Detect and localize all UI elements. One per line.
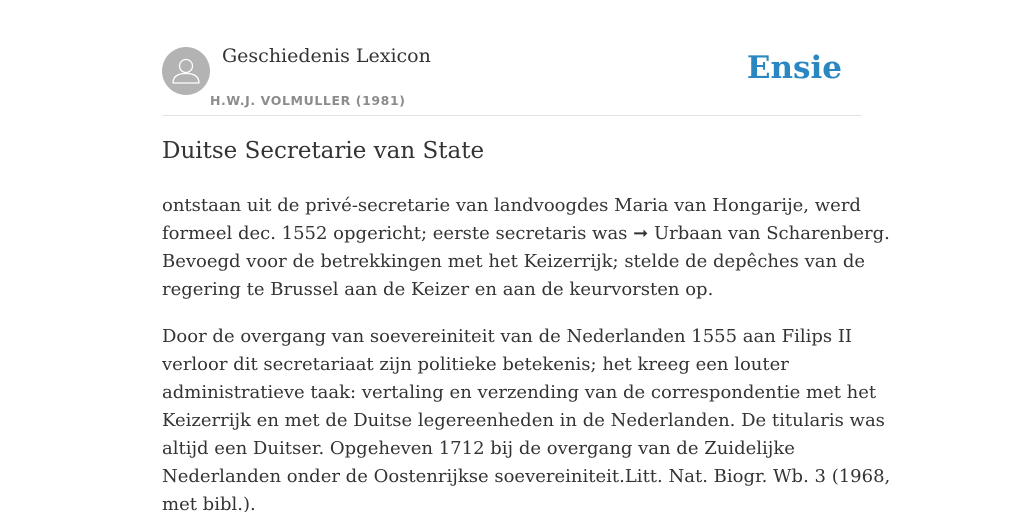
ensie-logo-link[interactable]: Ensie (746, 50, 842, 86)
lexicon-title-link[interactable]: Geschiedenis Lexicon (222, 45, 431, 67)
text-line: Keizerrijk en met de Duitse legereenheden in de Nederlanden. De titularis was (162, 410, 885, 431)
text-line: verloor dit secretariaat zijn politieke betekenis; het kreeg een louter (162, 354, 789, 375)
article-body (162, 192, 891, 512)
author-avatar[interactable] (162, 47, 210, 95)
text-line: regering te Brussel aan de Keizer en aan de keurvorsten op. (162, 279, 714, 300)
author-name[interactable]: H.W.J. VOLMULLER (1981) (210, 93, 406, 108)
lexicon-header (162, 40, 862, 116)
paragraph-1 (162, 192, 890, 304)
text-line: Nederlanden onder de Oostenrijkse soevereiniteit.Litt. Nat. Biogr. Wb. 3 (1968, (162, 466, 891, 487)
text-line: ontstaan uit de privé-secretarie van landvoogdes Maria van Hongarije, werd (162, 195, 861, 216)
paragraph-2 (162, 323, 891, 512)
article-title: Duitse Secretarie van State (162, 138, 485, 164)
text-line: administratieve taak: vertaling en verzending van de correspondentie met het (162, 382, 877, 403)
text-line: met bibl.). (162, 494, 256, 512)
text-line: Bevoegd voor de betrekkingen met het Keizerrijk; stelde de depêches van de (162, 251, 866, 272)
text-line: Door de overgang van soevereiniteit van de Nederlanden 1555 aan Filips II (162, 326, 853, 347)
text-line: altijd een Duitser. Opgeheven 1712 bij de overgang van de Zuidelijke (162, 438, 795, 459)
text-line: formeel dec. 1552 opgericht; eerste secretaris was ➞ Urbaan van Scharenberg. (162, 223, 890, 244)
user-silhouette-icon (162, 47, 210, 95)
